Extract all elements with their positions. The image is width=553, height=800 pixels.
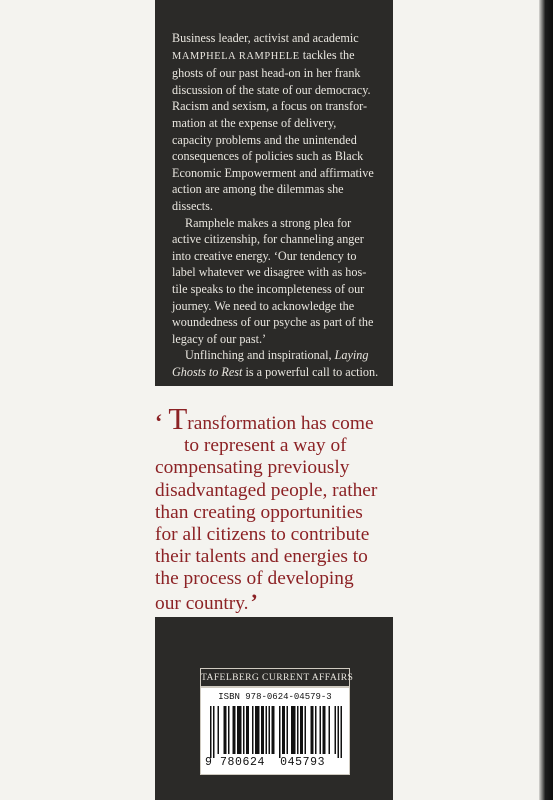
barcode-bar (315, 706, 317, 754)
publisher-imprint: TAFELBERG CURRENT AFFAIRS (200, 668, 350, 687)
barcode-bar (329, 706, 331, 754)
blurb-text: tackles the ghosts of our past head-on in her frank discussion of the state of our democracy. Racism and sexism, a focus on transfor-mation at the expense of delivery, capacity problems and the unintended consequences of policies such as Black Economic Empowerment and affirmative action are among the dilemmas she dissects. (172, 47, 374, 213)
barcode-bar (297, 706, 299, 754)
quote-line: their talents and energies to (155, 546, 368, 568)
digit-group-1: 780624 (220, 756, 266, 769)
barcode-bar (224, 706, 227, 754)
pull-quote (155, 401, 395, 615)
barcode-bar (279, 706, 281, 758)
barcode-bar (246, 706, 249, 754)
barcode-digits (205, 756, 347, 769)
barcode-bar (335, 706, 337, 754)
drop-cap: T (168, 401, 188, 436)
barcode-bar (305, 706, 307, 754)
blurb-text: is a powerful call to action. (245, 364, 379, 379)
barcode-bar (311, 706, 314, 754)
quote-line (155, 588, 395, 615)
blurb-text: Unflinching and inspirational, (185, 348, 332, 363)
quote-line: than creating opportunities (155, 501, 363, 523)
blurb-paragraph-1 (172, 30, 379, 215)
barcode-bar (291, 706, 296, 754)
quote-line (155, 401, 395, 436)
quote-line: the process of developing (155, 568, 354, 590)
isbn-label: ISBN 978-0624-04579-3 (218, 692, 332, 702)
barcode-bar (218, 706, 220, 754)
barcode-bar (269, 706, 271, 754)
cover-edge (539, 0, 553, 800)
close-quote-mark: ’ (250, 588, 258, 614)
barcode-bar (300, 706, 303, 754)
blurb-text: Ramphele makes a strong plea for active citizenship, for channeling anger into creative energy. ‘Our tendency to label whatever we disagree with as hos-tile speaks to the incompleteness of our journey. We need to acknowledge the woundedness of our psyche as part of the legacy of our past.’ (172, 215, 374, 346)
blurb-paragraph-2 (172, 215, 379, 348)
barcode-bar (341, 706, 343, 758)
author-name: MAMPHELA RAMPHELE (172, 50, 300, 62)
quote-line: disadvantaged people, rather (155, 479, 378, 501)
barcode-bar (261, 706, 264, 754)
isbn-barcode (200, 687, 350, 775)
barcode-bar (320, 706, 322, 754)
barcode-bar (272, 706, 275, 754)
barcode-bar (210, 706, 212, 758)
barcode-bar (233, 706, 236, 754)
lead-digit: 9 (205, 756, 213, 769)
quote-line: for all citizens to contribute (155, 524, 370, 546)
barcode-bar (338, 706, 340, 758)
barcode-bar (228, 706, 230, 754)
digit-group-2: 045793 (280, 756, 326, 769)
barcode-bar (237, 706, 242, 754)
book-title: Laying Ghosts to Rest (172, 348, 369, 379)
blurb-text: Business leader, activist and academic (172, 31, 359, 45)
barcode-bar (243, 706, 245, 754)
barcode-bar (287, 706, 289, 754)
quote-line: compensating previously (155, 457, 350, 479)
quote-text: ransformation has come (187, 413, 374, 434)
blurb-paragraph-3 (172, 347, 379, 380)
barcode-bar (255, 706, 260, 754)
barcode-bar (323, 706, 326, 754)
barcode-bar (282, 706, 285, 754)
quote-text: our country. (155, 592, 249, 614)
barcode-bar (266, 706, 268, 754)
barcode-bar (252, 706, 254, 754)
blurb-panel (155, 0, 393, 386)
open-quote-mark: ‘ (155, 409, 163, 434)
barcode-icon (210, 706, 342, 758)
quote-line: to represent a way of (184, 435, 347, 457)
barcode-bar (213, 706, 215, 758)
